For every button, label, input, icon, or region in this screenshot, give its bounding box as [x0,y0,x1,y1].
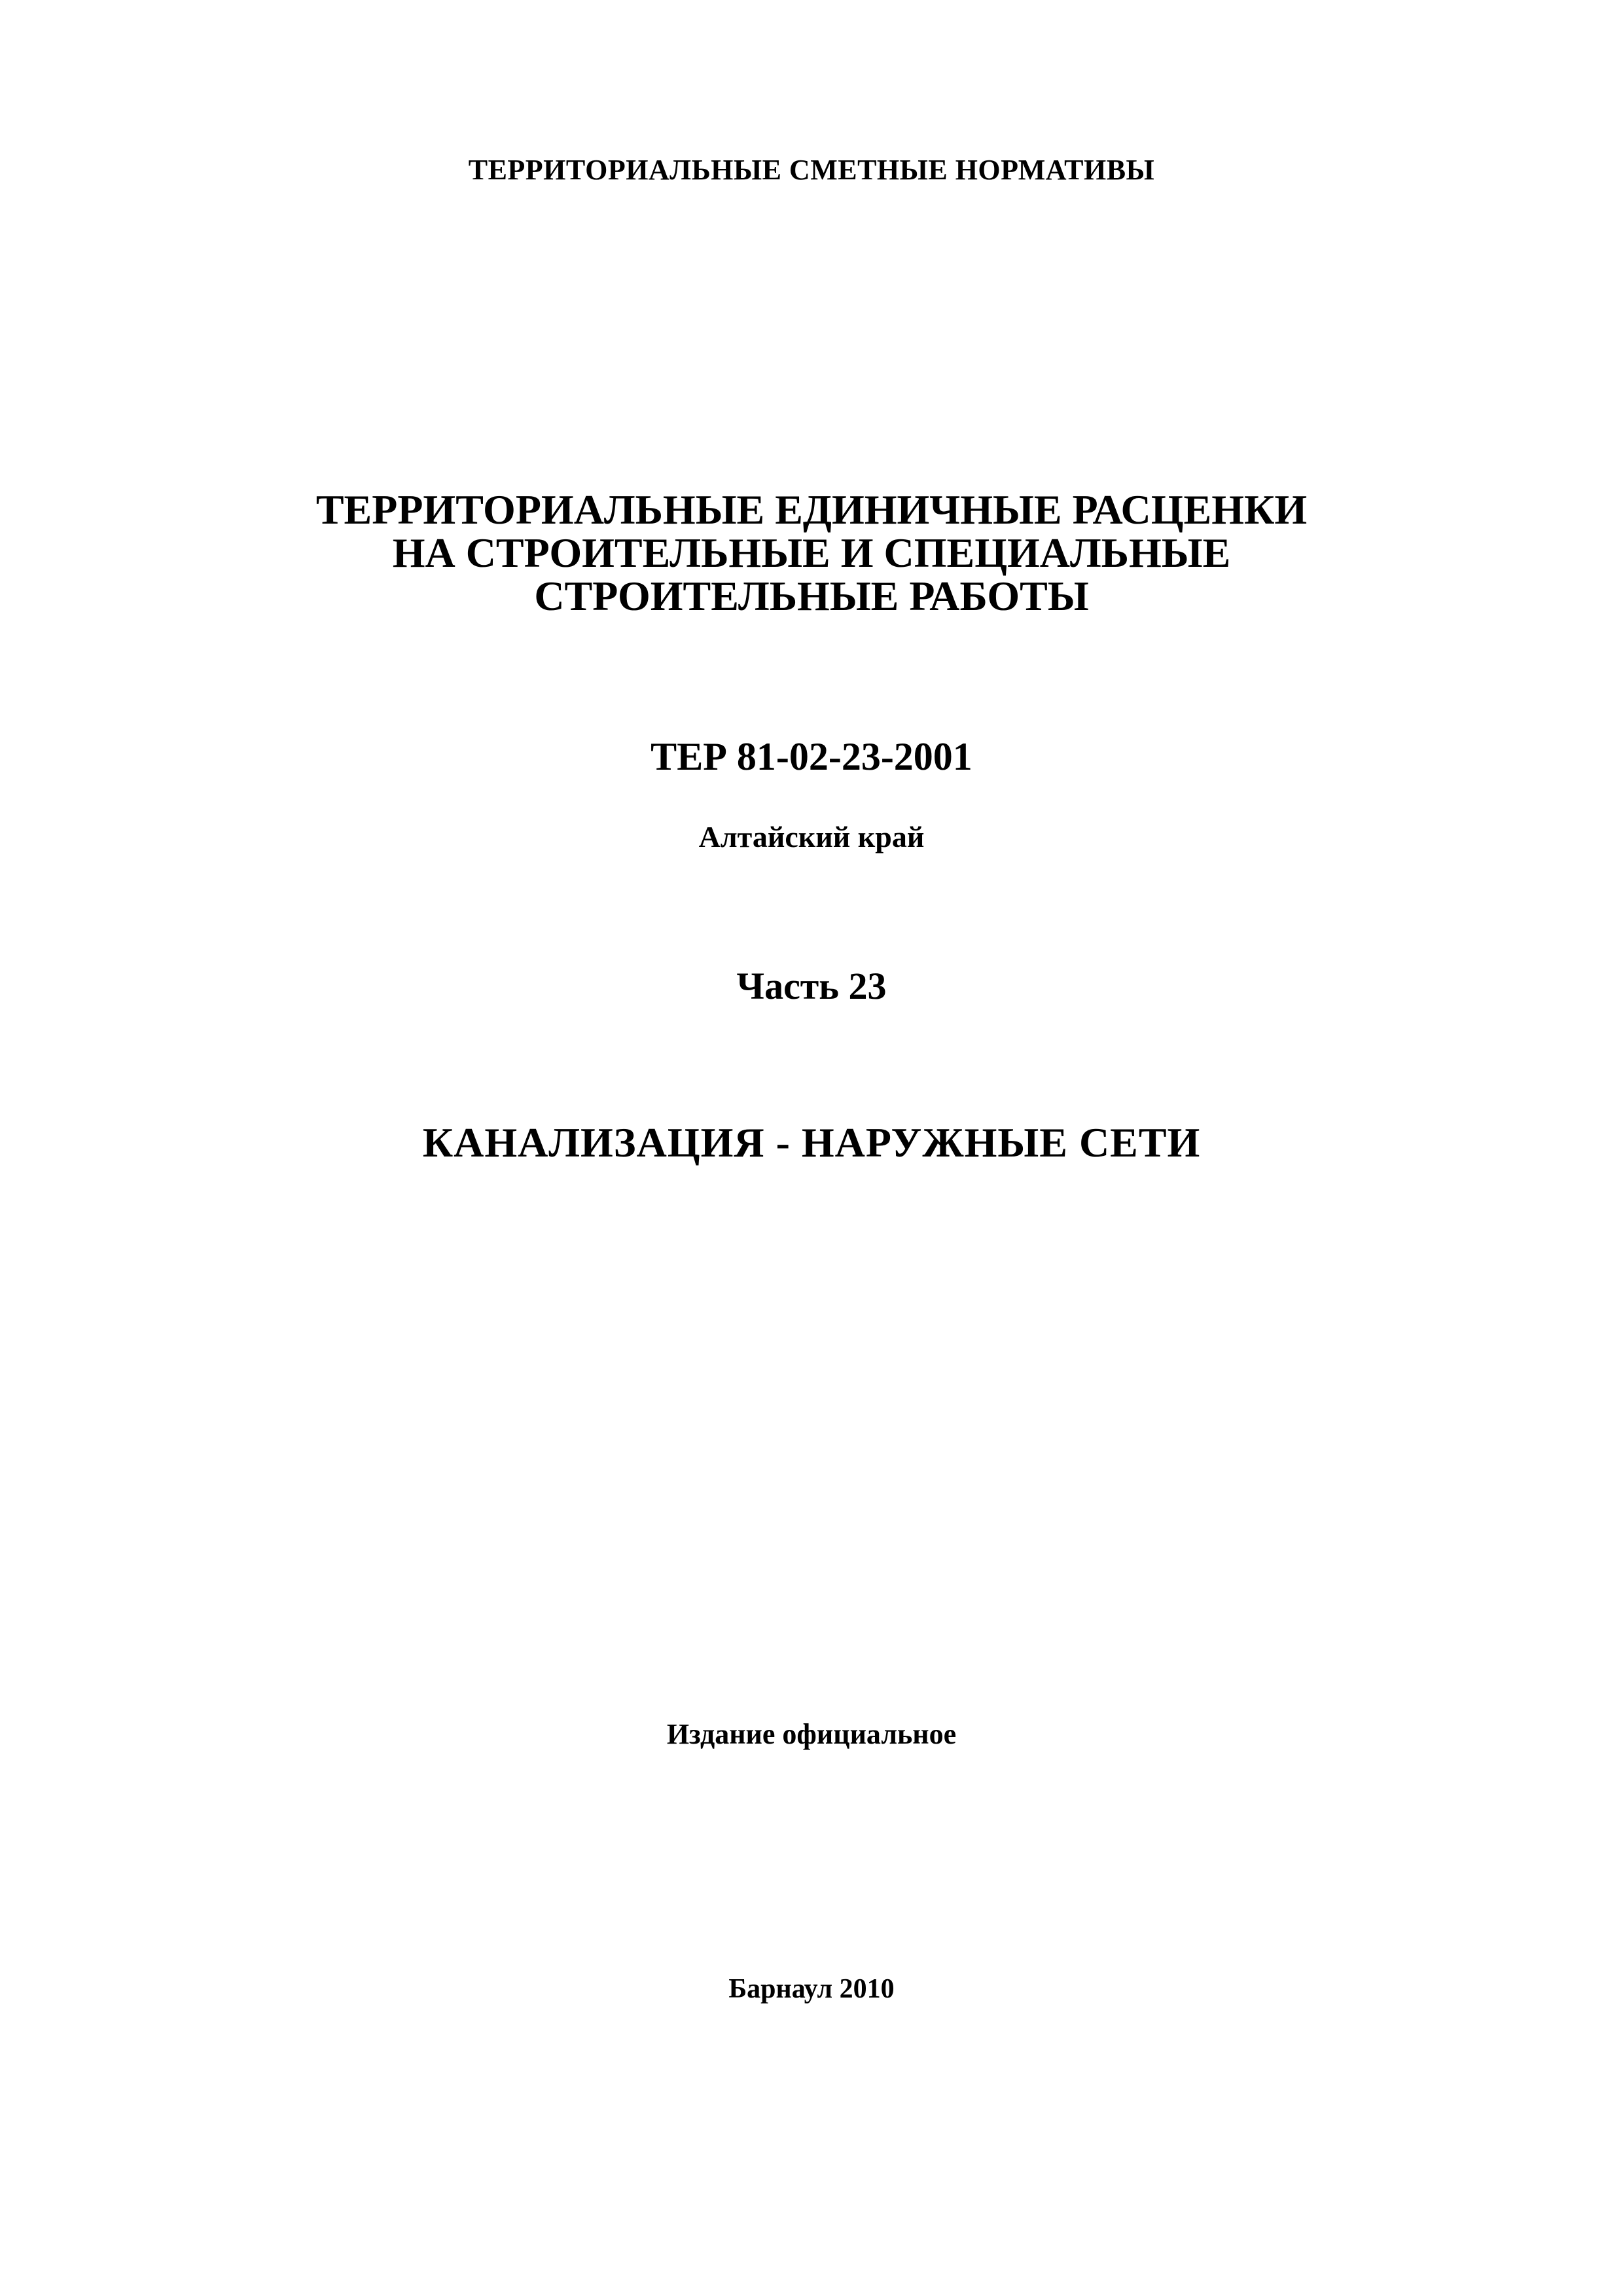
title-line-3: СТРОИТЕЛЬНЫЕ РАБОТЫ [534,573,1089,619]
title-line-2: НА СТРОИТЕЛЬНЫЕ И СПЕЦИАЛЬНЫЕ [392,529,1231,576]
region: Алтайский край [698,820,925,853]
document-title [0,488,1623,618]
document-code: ТЕР 81-02-23-2001 [651,735,972,778]
series-heading: ТЕРРИТОРИАЛЬНЫЕ СМЕТНЫЕ НОРМАТИВЫ [468,154,1155,186]
edition-note: Издание официальное [666,1718,957,1750]
part-number: Часть 23 [736,965,887,1007]
place-year: Барнаул 2010 [728,1974,895,2004]
title-line-1: ТЕРРИТОРИАЛЬНЫЕ ЕДИНИЧНЫЕ РАСЦЕНКИ [315,486,1308,533]
subject-title: КАНАЛИЗАЦИЯ - НАРУЖНЫЕ СЕТИ [422,1119,1201,1166]
